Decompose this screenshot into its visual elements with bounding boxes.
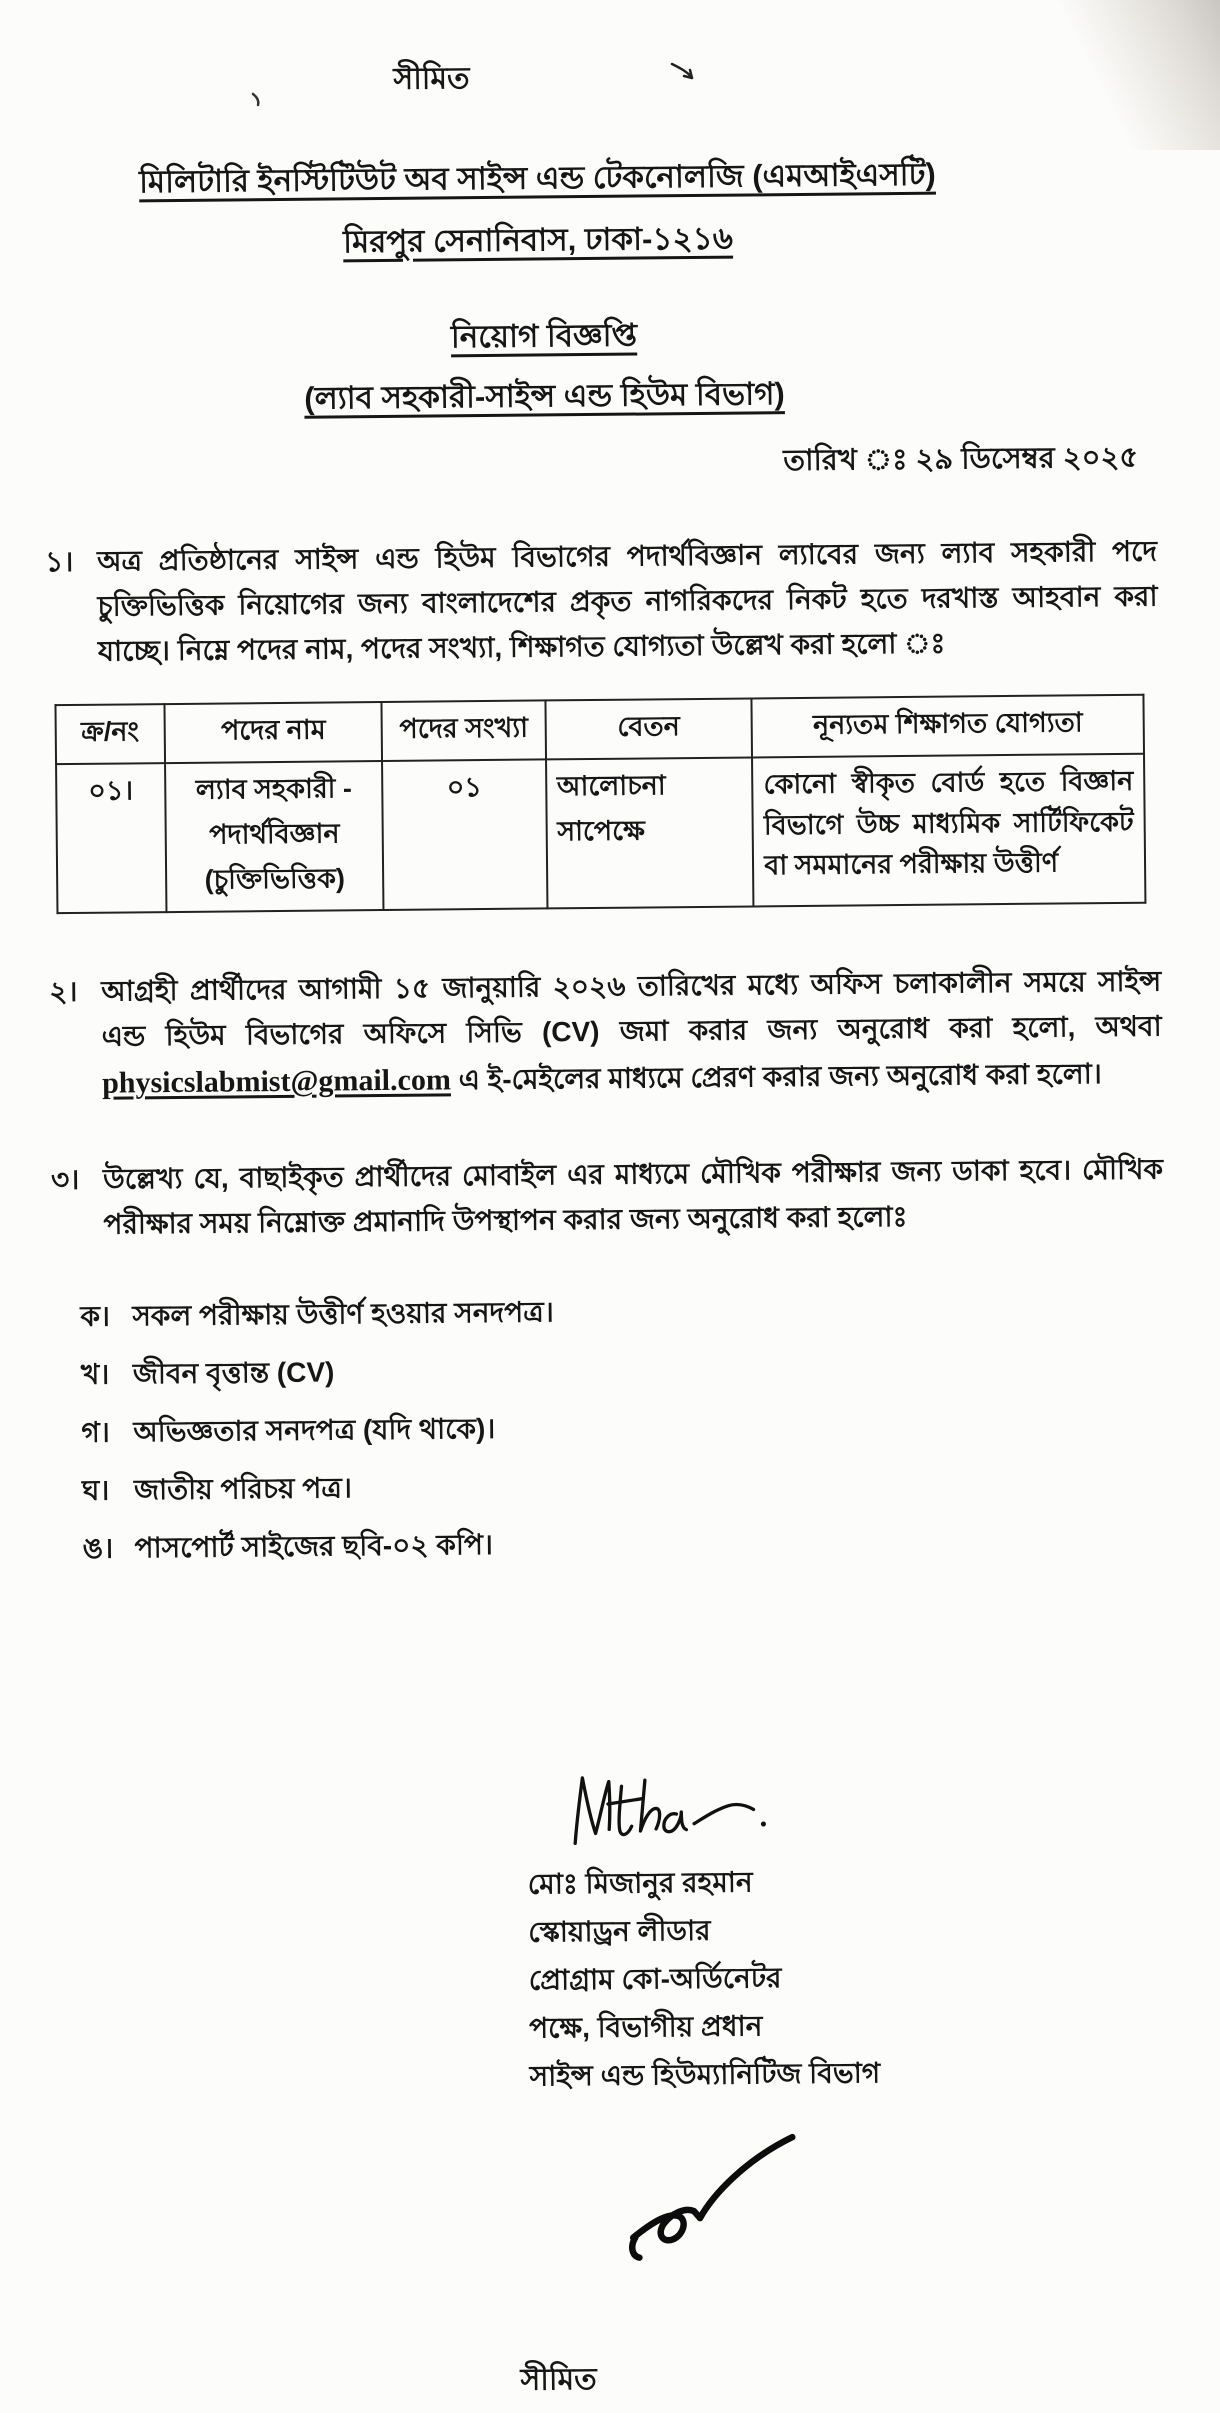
- table-row: [56, 754, 1145, 913]
- notice-heading: [0, 307, 1101, 430]
- cell-post-name: ল্যাব সহকারী - পদার্থবিজ্ঞান (চুক্তিভিত্তিক): [165, 761, 384, 912]
- organization-name: মিলিটারি ইনস্টিটিউট অব সাইন্স এন্ড টেকনোলজি (এমআইএসটি): [138, 156, 936, 200]
- list-item-marker: খ।: [80, 1358, 110, 1390]
- vacancy-table: [54, 694, 1146, 914]
- paragraph-2-number: ২।: [49, 976, 78, 1008]
- list-item-marker: ক।: [80, 1300, 111, 1332]
- classification-marking-bottom: সীমিত: [520, 2363, 597, 2398]
- list-item-marker: ঙ।: [82, 1532, 114, 1564]
- notice-title: নিয়োগ বিজ্ঞপ্তি: [450, 317, 638, 355]
- paragraph-2-before-email: আগ্রহী প্রার্থীদের আগামী ১৫ জানুয়ারি ২০২৬ তারিখের মধ্যে অফিস চলাকালীন সময়ে সাইন্স এন্ড হিউম বিভাগের অফিসে সিভি (CV) জমা করার জন্য অনুরোধ করা হলো, অথবা: [101, 965, 1162, 1052]
- signatory-role: প্রোগ্রাম কো-অর্ডিনেটর: [528, 1962, 782, 1996]
- list-item: [81, 1343, 1165, 1395]
- paragraph-1-number: ১।: [44, 545, 74, 578]
- paragraph-1-text: অত্র প্রতিষ্ঠানের সাইন্স এন্ড হিউম বিভাগের পদার্থবিজ্ঞান ল্যাবের জন্য ল্যাব সহকারী পদে চুক্তিভিত্তিক নিয়োগের জন্য বাংলাদেশের প্রকৃত নাগরিকদের নিকট হতে দরখাস্ত আহবান করা যাচ্ছে। নিম্নে পদের নাম, পদের সংখ্যা, শিক্ষাগত যোগ্যতা উল্লেখ করা হলো ঃ: [96, 535, 1158, 667]
- signature-block: [527, 1759, 1174, 2290]
- notice-subtitle: (ল্যাব সহকারী-সাইন্স এন্ড হিউম বিভাগ): [304, 376, 785, 416]
- list-item-text: সকল পরীক্ষায় উত্তীর্ণ হওয়ার সনদপত্র।: [132, 1295, 554, 1332]
- scan-speck: [668, 58, 698, 84]
- list-item-marker: ঘ।: [81, 1474, 110, 1506]
- handwritten-signature: [565, 1763, 771, 1853]
- scan-speck: [250, 92, 264, 108]
- col-header-qualification: নূন্যতম শিক্ষাগত যোগ্যতা: [752, 695, 1144, 758]
- cell-qualification: কোনো স্বীকৃত বোর্ড হতে বিজ্ঞান বিভাগে উচ্চ মাধ্যমিক সার্টিফিকেট বা সমমানের পরীক্ষায় উত্তীর্ণ: [752, 754, 1145, 907]
- col-header-post-count: পদের সংখ্যা: [382, 701, 546, 762]
- list-item-text: জাতীয় পরিচয় পত্র।: [133, 1471, 353, 1506]
- table-header-row: [55, 695, 1144, 764]
- classification-marking-top: সীমিত: [393, 62, 470, 96]
- issue-date: তারিখ ঃ ২৯ ডিসেম্বর ২০২৫: [783, 441, 1139, 478]
- list-item: [80, 1285, 1164, 1337]
- signatory-details: [528, 1854, 1172, 2101]
- paragraph-2-text: [101, 960, 1162, 1108]
- list-item: [81, 1401, 1165, 1453]
- list-item-text: অভিজ্ঞতার সনদপত্র (যদি থাকে)।: [133, 1412, 496, 1448]
- letterhead: [0, 149, 1094, 274]
- cell-post-count: ০১: [382, 760, 547, 911]
- list-item-text: জীবন বৃত্তান্ত (CV): [132, 1356, 335, 1390]
- paragraph-3: [51, 1148, 1164, 1248]
- paragraph-2-after-email: এ ই-মেইলের মাধ্যমে প্রেরণ করার জন্য অনুরোধ করা হলো।: [450, 1058, 1102, 1096]
- cell-serial: ০১।: [56, 763, 166, 913]
- contact-email: physicslabmist@gmail.com: [101, 1063, 452, 1100]
- handwritten-initial-mark: [620, 2132, 806, 2284]
- col-header-serial: ক্র/নং: [55, 704, 164, 764]
- signatory-on-behalf: পক্ষে, বিভাগীয় প্রধান: [529, 2010, 763, 2044]
- paragraph-1: [45, 530, 1158, 675]
- list-item: [82, 1517, 1166, 1569]
- signatory-rank: স্কোয়াড্রন লীডার: [528, 1914, 711, 1948]
- signatory-name: মোঃ মিজানুর রহমান: [527, 1866, 753, 1900]
- organization-address: মিরপুর সেনানিবাস, ঢাকা-১২১৬: [342, 220, 734, 260]
- paragraph-3-number: ৩।: [50, 1163, 80, 1196]
- col-header-post-name: পদের নাম: [164, 702, 382, 763]
- list-item-text: পাসপোর্ট সাইজের ছবি-০২ কপি।: [134, 1528, 494, 1564]
- signatory-department: সাইন্স এন্ড হিউম্যানিটিজ বিভাগ: [529, 2057, 881, 2092]
- list-item: [82, 1459, 1166, 1511]
- required-documents-list: [52, 1285, 1167, 1570]
- paragraph-3-text: উল্লেখ্য যে, বাছাইকৃত প্রার্থীদের মোবাইল এর মাধ্যমে মৌখিক পরীক্ষার জন্য ডাকা হবে। মৌখিক পরীক্ষার সময় নিম্নোক্ত প্রমানাদি উপস্থাপন করার জন্য অনুরোধ করা হলোঃ: [102, 1153, 1164, 1240]
- col-header-salary: বেতন: [545, 699, 752, 760]
- list-item-marker: গ।: [81, 1416, 110, 1448]
- paragraph-2: [49, 960, 1162, 1108]
- cell-salary: আলোচনা সাপেক্ষে: [546, 758, 754, 909]
